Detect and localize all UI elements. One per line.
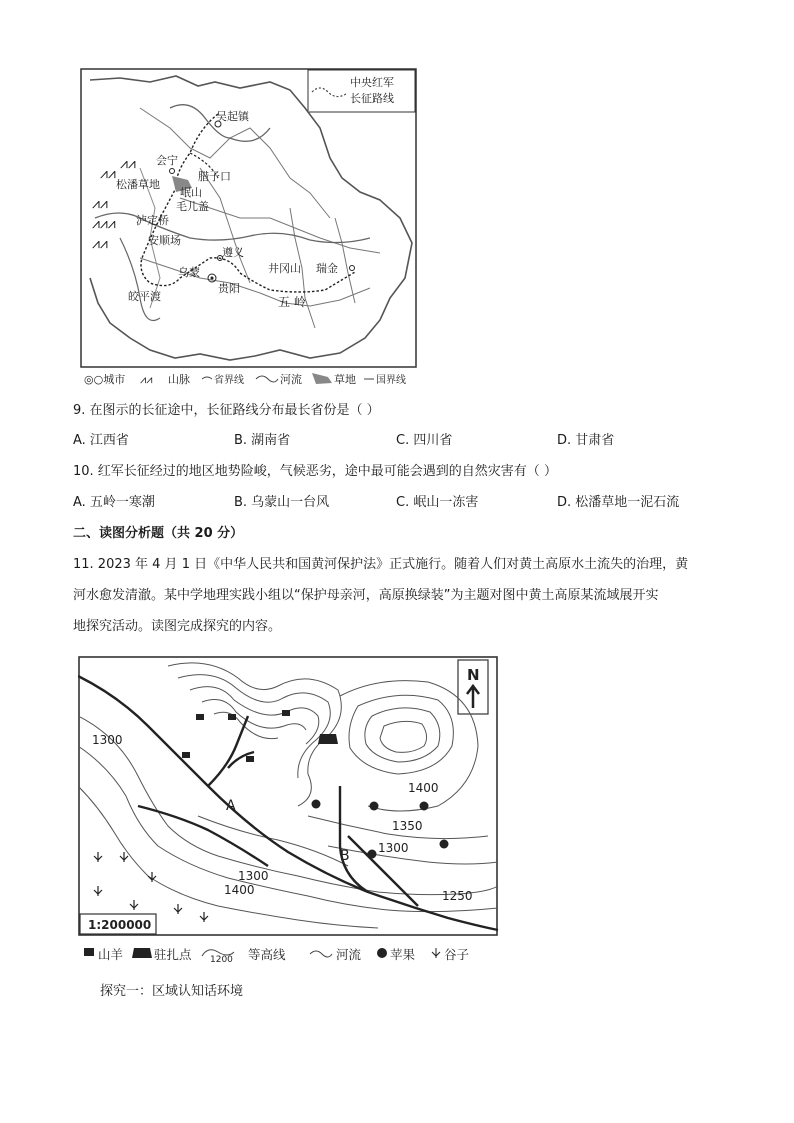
- grassland-icon: [312, 373, 332, 384]
- legend-route-line1: 中央红军: [350, 76, 394, 89]
- place-wuqizhen: 吴起镇: [216, 110, 249, 123]
- place-jiaopingdu: 皎平渡: [128, 290, 161, 303]
- place-songpan: 松潘草地: [116, 178, 160, 191]
- north-label: N: [467, 666, 480, 684]
- camp-legend-icon: [132, 948, 152, 958]
- contour-label-1400-right: 1400: [408, 781, 439, 795]
- legend-border: 国界线: [376, 375, 406, 386]
- legend-contour: 等高线: [248, 947, 286, 962]
- legend-route-line2: 长征路线: [350, 92, 394, 105]
- svg-text:⩘⩘: ⩘⩘: [120, 156, 136, 172]
- question-11-line1: 11. 2023 年 4 月 1 日《中华人民共和国黄河保护法》正式施行。随着人们对黄土高原水土流失的治理，黄: [73, 557, 689, 572]
- contour-map: [78, 656, 508, 966]
- mountain-icon: ⩘⩘: [140, 373, 153, 386]
- contour-label-1300-left: 1300: [92, 733, 123, 747]
- q9-option-b[interactable]: B. 湖南省: [234, 433, 291, 448]
- q9-option-d[interactable]: D. 甘肃省: [557, 433, 615, 448]
- question-11-line2: 河水愈发清澈。某中学地理实践小组以“保护母亲河，高原换绿装”为主题对图中黄土高原某流域展开实: [73, 588, 659, 603]
- legend-mountain: 山脉: [168, 373, 190, 386]
- contour-label-1250: 1250: [442, 889, 473, 903]
- legend-grassland: 草地: [334, 373, 356, 386]
- q10-option-c[interactable]: C. 岷山一冻害: [396, 495, 479, 510]
- legend-river2: 河流: [336, 947, 362, 962]
- legend-apple: 苹果: [390, 947, 416, 962]
- place-maoergai: 毛儿盖: [176, 200, 209, 213]
- contour-label-1400-bottom: 1400: [224, 883, 255, 897]
- sheep-legend-icon: [84, 948, 94, 956]
- place-zunyi: 遵义: [222, 246, 244, 259]
- place-minshan: 岷山: [180, 186, 202, 199]
- camp-marker: [318, 734, 338, 744]
- legend-camp: 驻扎点: [154, 947, 192, 962]
- contour-label-1300-b: 1300: [378, 841, 409, 855]
- legend-river: 河流: [280, 373, 302, 386]
- question-11-line3: 地探究活动。读图完成探究的内容。: [73, 619, 282, 634]
- place-ruijin: 瑞金: [316, 262, 338, 275]
- q9-option-c[interactable]: C. 四川省: [396, 433, 453, 448]
- map-scale: 1:200000: [88, 918, 152, 932]
- svg-text:⩘⩘⩘: ⩘⩘⩘: [92, 216, 116, 232]
- place-huining: 会宁: [156, 154, 178, 167]
- place-wumeng: 乌蒙: [178, 266, 200, 279]
- place-jinggangshan: 井冈山: [268, 262, 301, 275]
- legend-city: ◎○城市: [84, 373, 126, 386]
- explore-1-heading: 探究一：区域认知话环境: [100, 984, 244, 999]
- question-10-stem: 10. 红军长征经过的地区地势险峻，气候恶劣，途中最可能会遇到的自然灾害有（ ）: [73, 464, 557, 479]
- legend-millet: 谷子: [444, 947, 470, 962]
- contour-label-1350: 1350: [392, 819, 423, 833]
- legend-sheep: 山羊: [98, 947, 124, 962]
- legend-province: 省界线: [214, 375, 244, 386]
- svg-text:⩘⩘: ⩘⩘: [92, 196, 108, 212]
- contour-label-1300-bottom: 1300: [238, 869, 269, 883]
- place-lazikou: 腊子口: [198, 170, 231, 183]
- province-line-icon: [202, 377, 212, 379]
- svg-text:⩘⩘: ⩘⩘: [92, 236, 108, 252]
- q10-option-a[interactable]: A. 五岭一寒潮: [73, 495, 155, 510]
- place-anshunchang: 安顺场: [148, 234, 181, 247]
- svg-text:⩘⩘: ⩘⩘: [100, 166, 116, 182]
- place-wuling: 五 岭: [278, 295, 306, 309]
- legend-contour-value: 1200: [210, 955, 233, 965]
- q10-option-d[interactable]: D. 松潘草地一泥石流: [557, 495, 680, 510]
- millet-legend-icon: [432, 948, 440, 958]
- apple-legend-icon: [377, 948, 387, 958]
- river-icon: [256, 376, 278, 382]
- q9-option-a[interactable]: A. 江西省: [73, 433, 129, 448]
- long-march-map: [80, 68, 420, 386]
- river-legend-icon: [310, 951, 332, 957]
- place-guiyang: 贵阳: [218, 282, 240, 295]
- q10-option-b[interactable]: B. 乌蒙山一台风: [234, 495, 330, 510]
- question-9-stem: 9. 在图示的长征途中，长征路线分布最长省份是（ ）: [73, 403, 380, 418]
- section-2-title: 二、读图分析题（共 20 分）: [73, 526, 244, 541]
- point-a-label: A: [226, 798, 236, 814]
- point-b-label: B: [340, 848, 350, 864]
- place-luding: 泸定桥: [136, 214, 169, 227]
